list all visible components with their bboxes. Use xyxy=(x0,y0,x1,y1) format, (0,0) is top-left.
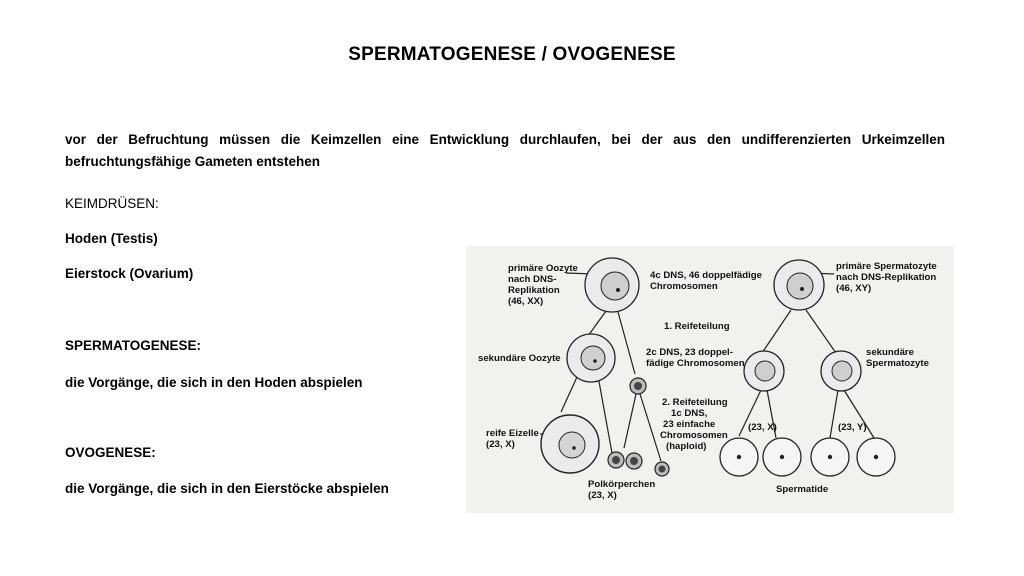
ovogenese-heading: OVOGENESE: xyxy=(65,445,156,460)
secondary-spermatocyte-label: sekundäre Spermatozyte xyxy=(866,347,929,369)
spermatid-cells xyxy=(720,438,895,476)
page-title: SPERMATOGENESE / OVOGENESE xyxy=(348,44,676,65)
ovogenese-text: die Vorgänge, die sich in den Eierstöcke abspielen xyxy=(65,481,389,496)
secondary-oocyte-label: sekundäre Oozyte xyxy=(478,353,561,364)
dna-1c-label: 1c DNS, 23 einfache Chromosomen (haploid) xyxy=(660,408,728,452)
intro-text: vor der Befruchtung müssen die Keimzellen eine Entwicklung durchlaufen, bei der aus den undifferenzierten Urkeimzellen befruchtungsfähige Gameten entstehen xyxy=(65,132,945,169)
karyotype-y-label: (23, Y) xyxy=(838,422,867,433)
primary-oocyte-cell xyxy=(585,258,639,312)
hoden-label: Hoden (Testis) xyxy=(65,231,158,246)
primary-spermatocyte-label: primäre Spermatozyte nach DNS-Replikation (46, XY) xyxy=(836,261,937,294)
meiosis-2-label: 2. Reifeteilung xyxy=(662,397,728,408)
primary-spermatocyte-cell xyxy=(774,260,824,310)
mature-egg-label: reife Eizelle (23, X) xyxy=(486,428,539,450)
eierstock-label: Eierstock (Ovarium) xyxy=(65,266,194,281)
keimdruesen-heading: KEIMDRÜSEN: xyxy=(65,196,159,211)
primary-oocyte-label: primäre Oozyte nach DNS- Replikation (46, XX) xyxy=(508,263,578,307)
spermatogenese-text: die Vorgänge, die sich in den Hoden abspielen xyxy=(65,375,363,390)
dna-2c-label: 2c DNS, 23 doppel- fädige Chromosomen xyxy=(646,347,745,369)
mature-egg-cell xyxy=(541,415,599,473)
secondary-oocyte-cell xyxy=(567,334,615,382)
meiosis-1-label: 1. Reifeteilung xyxy=(664,321,730,332)
gametogenesis-diagram xyxy=(466,246,954,513)
spermatids-label: Spermatide xyxy=(776,484,829,495)
polar-bodies-label: Polkörperchen (23, X) xyxy=(588,479,656,501)
spermatogenese-heading: SPERMATOGENESE: xyxy=(65,338,202,353)
dna-4c-label: 4c DNS, 46 doppelfädige Chromosomen xyxy=(650,270,762,292)
karyotype-x-label: (23, X) xyxy=(748,422,777,433)
secondary-spermatocyte-cells xyxy=(744,351,861,391)
first-polar-body xyxy=(630,378,646,394)
